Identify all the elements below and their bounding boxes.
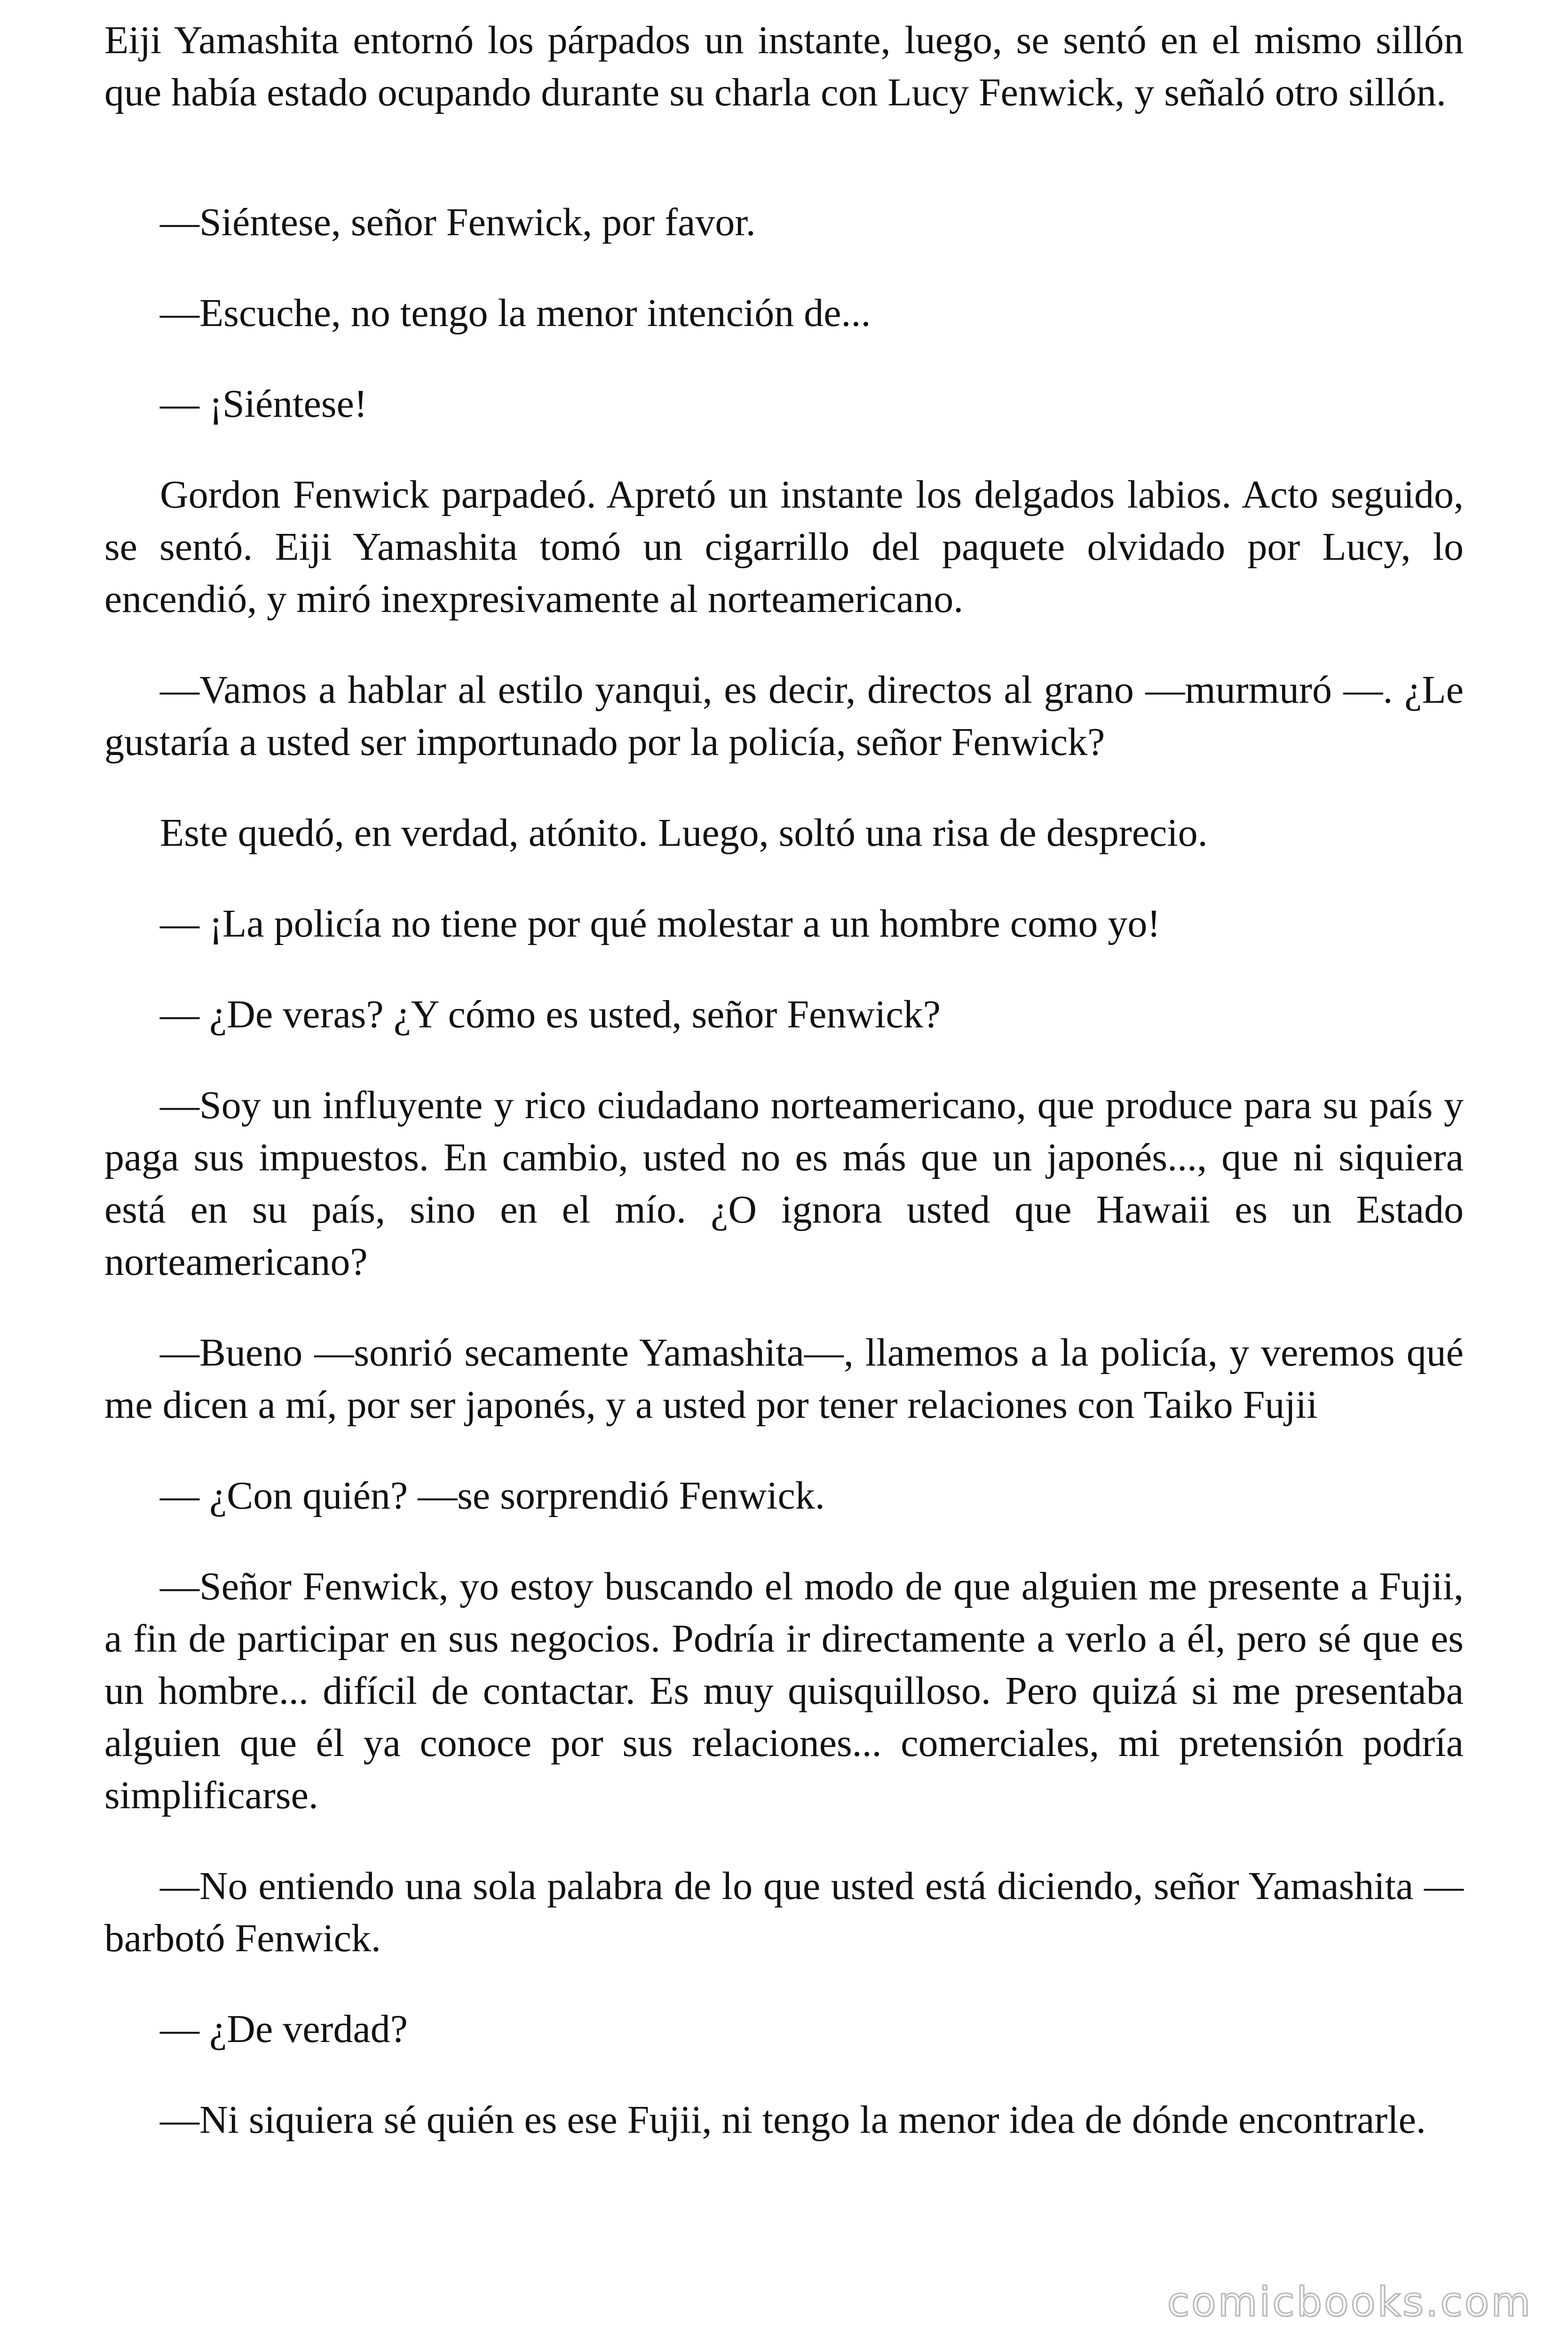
paragraph: —No entiendo una sola palabra de lo que usted está diciendo, señor Yamashita —barbotó Fenwick.: [104, 1864, 1464, 1960]
paragraph: Gordon Fenwick parpadeó. Apretó un instante los delgados labios. Acto seguido, se sentó. Eiji Yamashita tomó un cigarrillo del paquete olvidado por Lucy, lo encendió, y miró inexpresivamente al norteamericano.: [104, 473, 1464, 621]
paragraph: — ¡La policía no tiene por qué molestar a un hombre como yo!: [160, 902, 1161, 946]
body-text: [104, 14, 1464, 2146]
paragraph: —Ni siquiera sé quién es ese Fujii, ni tengo la menor idea de dónde encontrarle.: [160, 2098, 1426, 2142]
paragraph: —Escuche, no tengo la menor intención de...: [160, 291, 871, 335]
paragraph: — ¡Siéntese!: [160, 382, 367, 426]
paragraph: —Siéntese, señor Fenwick, por favor.: [160, 200, 756, 244]
watermark: comicbooks.com: [1167, 2279, 1532, 2326]
paragraph: —Señor Fenwick, yo estoy buscando el modo de que alguien me presente a Fujii, a fin de participar en sus negocios. Podría ir directamente a verlo a él, pero sé que es un hombre... difícil de contactar. Es muy quisquilloso. Pero quizá si me presentaba alguien que él ya conoce por sus relaciones... comerciales, mi pretensión podría simplificarse.: [104, 1565, 1464, 1817]
paragraph: —Soy un influyente y rico ciudadano norteamericano, que produce para su país y paga sus impuestos. En cambio, usted no es más que un japonés..., que ni siquiera está en su país, sino en el mío. ¿O ignora usted que Hawaii es un Estado norteamericano?: [104, 1083, 1464, 1284]
paragraph: Eiji Yamashita entornó los párpados un instante, luego, se sentó en el mismo sillón que había estado ocupando durante su charla con Lucy Fenwick, y señaló otro sillón.: [104, 18, 1464, 114]
paragraph: — ¿Con quién? —se sorprendió Fenwick.: [160, 1474, 825, 1518]
paragraph: — ¿De verdad?: [160, 2007, 408, 2051]
paragraph: —Bueno —sonrió secamente Yamashita—, llamemos a la policía, y veremos qué me dicen a mí, por ser japonés, y a usted por tener relaciones con Taiko Fujii: [104, 1331, 1464, 1427]
paragraph: Este quedó, en verdad, atónito. Luego, soltó una risa de desprecio.: [160, 811, 1208, 855]
paragraph: —Vamos a hablar al estilo yanqui, es decir, directos al grano —murmuró —. ¿Le gustaría a usted ser importunado por la policía, señor Fenwick?: [104, 668, 1464, 764]
paragraph: — ¿De veras? ¿Y cómo es usted, señor Fenwick?: [160, 993, 941, 1036]
